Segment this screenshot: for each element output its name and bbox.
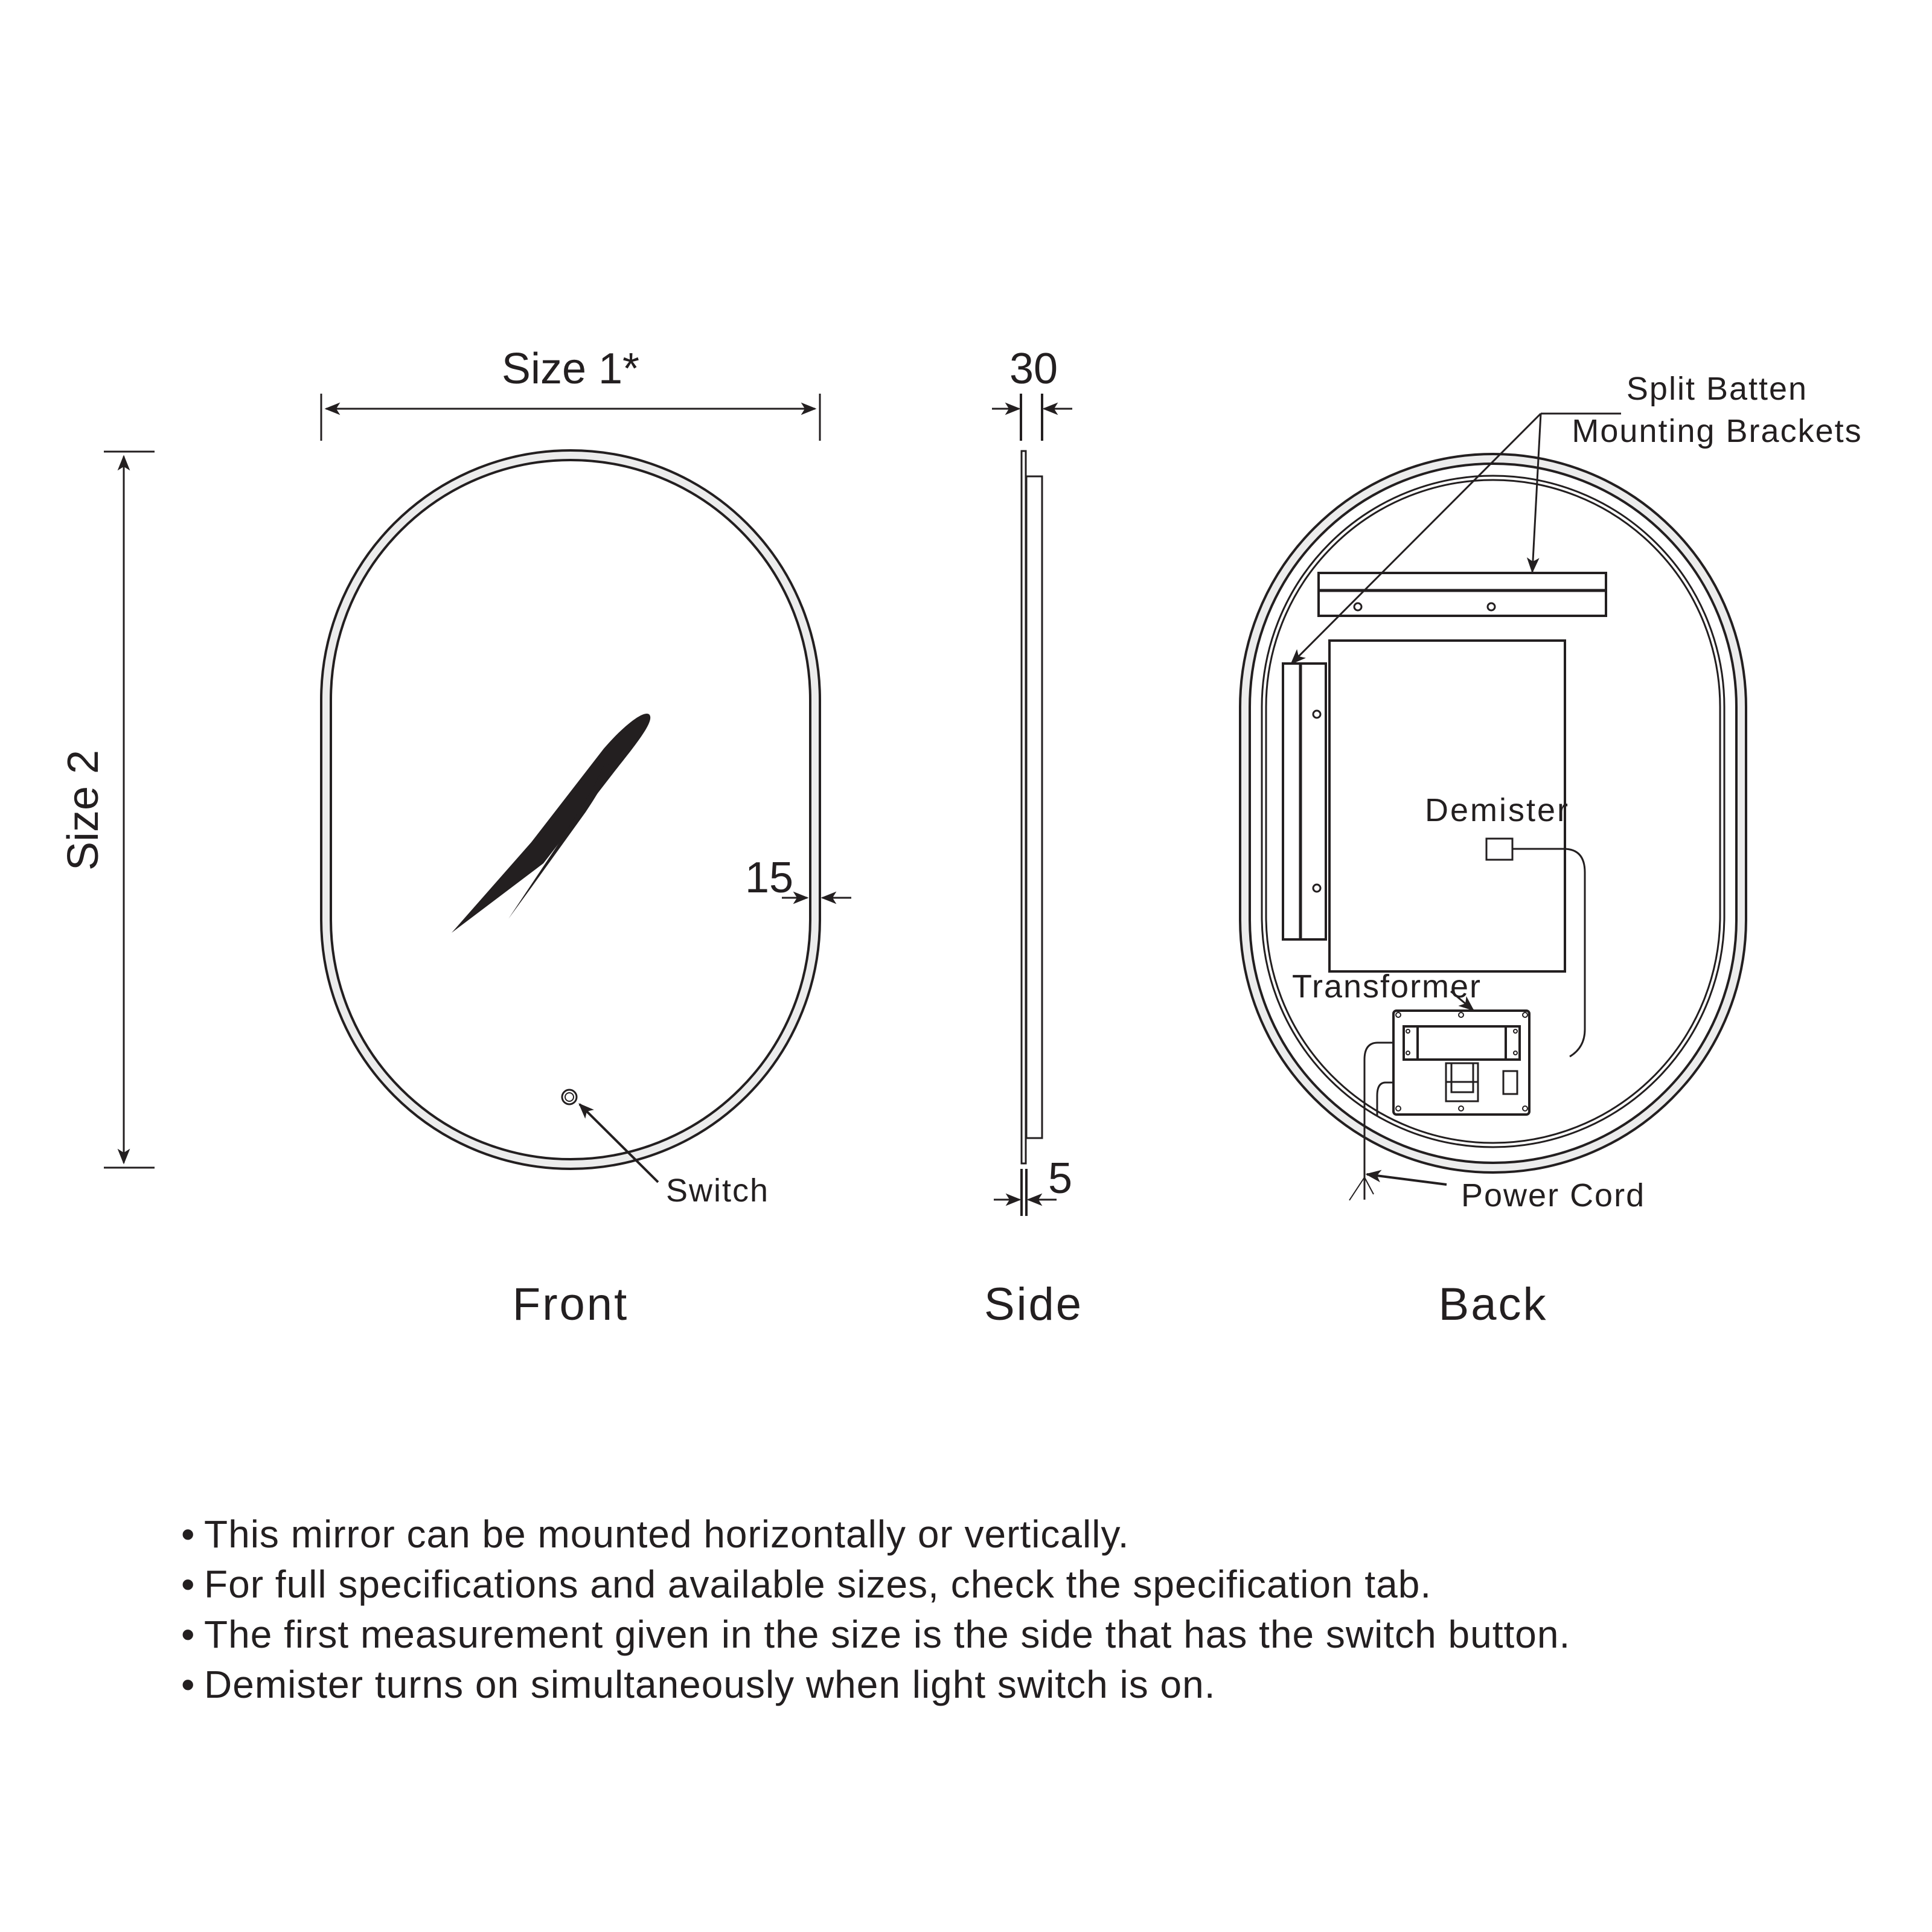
side-batten-bracket [1283, 664, 1326, 939]
switch-button [562, 1090, 577, 1104]
bullet: • [181, 1563, 196, 1606]
size-2-dimension [59, 452, 155, 1168]
size-2-label: Size 2 [59, 749, 107, 871]
frame-width-label: 15 [744, 854, 794, 902]
switch-label: Switch [666, 1172, 770, 1209]
size-1-label: Size 1* [501, 345, 640, 393]
bullet: • [181, 1663, 196, 1706]
glass-thickness-label: 5 [1048, 1154, 1073, 1203]
note-text: Demister turns on simultaneously when light switch is on. [204, 1663, 1216, 1706]
power-cord-label: Power Cord [1461, 1177, 1646, 1214]
brackets-label-line2: Mounting Brackets [1572, 413, 1863, 449]
demister-connector [1486, 839, 1512, 860]
brackets-label-line1: Split Batten [1626, 371, 1808, 407]
note-text: This mirror can be mounted horizontally or vertically. [204, 1512, 1130, 1556]
note-item [181, 1660, 1570, 1710]
power-cord-pointer [1367, 1174, 1447, 1185]
side-view [984, 345, 1083, 1330]
bullet: • [181, 1512, 196, 1556]
back-view [1240, 371, 1863, 1330]
note-item [181, 1509, 1570, 1559]
bullet: • [181, 1613, 196, 1656]
top-batten-bracket [1319, 573, 1606, 616]
note-item [181, 1559, 1570, 1610]
side-glass-profile [1022, 451, 1026, 1163]
side-backing-profile [1026, 476, 1042, 1138]
glass-thickness-dimension [994, 1154, 1072, 1216]
note-text: For full specifications and available sizes, check the specification tab. [204, 1563, 1432, 1606]
side-caption: Side [984, 1279, 1084, 1330]
back-caption: Back [1438, 1279, 1548, 1330]
transformer-label: Transformer [1292, 968, 1482, 1005]
power-cord-end [1349, 1177, 1374, 1200]
front-caption: Front [512, 1279, 629, 1330]
note-item [181, 1610, 1570, 1660]
notes-list [181, 1509, 1570, 1710]
note-text: The first measurement given in the size is the side that has the switch button. [204, 1613, 1571, 1656]
depth-dimension [992, 345, 1072, 441]
transformer-box [1393, 1011, 1529, 1115]
depth-label: 30 [1009, 345, 1058, 393]
size-1-dimension [321, 345, 820, 441]
demister-label: Demister [1424, 792, 1570, 828]
front-view [59, 345, 851, 1330]
